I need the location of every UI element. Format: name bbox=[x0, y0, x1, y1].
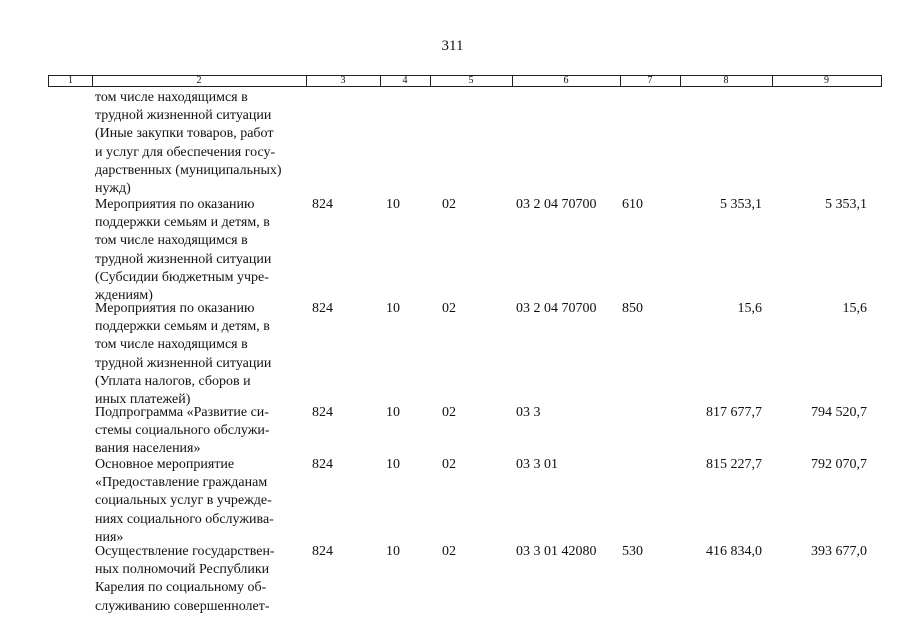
cell-amount-1: 416 834,0 bbox=[706, 544, 762, 559]
cell-expense-type: 850 bbox=[622, 301, 643, 316]
cell-section: 10 bbox=[386, 197, 400, 212]
row-name: Мероприятия по оказанию поддержки семьям и детям, в том числе находящимся в трудной жизненной ситуации (Субсидии бюджетным учре- ждениям) bbox=[95, 197, 272, 303]
cell-subsection: 02 bbox=[442, 197, 456, 212]
page-number: 311 bbox=[441, 38, 464, 54]
header-col-1: 1 bbox=[49, 76, 93, 86]
row-name: Мероприятия по оказанию поддержки семьям и детям, в том числе находящимся в трудной жизненной ситуации (Уплата налогов, сборов и иных платежей) bbox=[95, 301, 272, 407]
row-name: том числе находящимся в трудной жизненной ситуации (Иные закупки товаров, работ и услуг для обеспечения госу- дарственных (муниципальных) нужд) bbox=[95, 90, 282, 196]
header-col-8: 8 bbox=[680, 76, 773, 86]
cell-subsection: 02 bbox=[442, 544, 456, 559]
header-col-7: 7 bbox=[620, 76, 681, 86]
cell-amount-2: 393 677,0 bbox=[811, 544, 867, 559]
cell-amount-2: 15,6 bbox=[842, 301, 867, 316]
cell-target-article: 03 2 04 70700 bbox=[516, 197, 597, 212]
cell-target-article: 03 3 01 bbox=[516, 457, 558, 472]
cell-target-article: 03 3 01 42080 bbox=[516, 544, 597, 559]
cell-section: 10 bbox=[386, 301, 400, 316]
cell-amount-1: 815 227,7 bbox=[706, 457, 762, 472]
cell-amount-2: 5 353,1 bbox=[825, 197, 867, 212]
row-name: Подпрограмма «Развитие си- стемы социального обслужи- вания населения» bbox=[95, 405, 270, 457]
cell-ministry-code: 824 bbox=[312, 197, 333, 212]
header-col-3: 3 bbox=[306, 76, 381, 86]
cell-subsection: 02 bbox=[442, 457, 456, 472]
cell-section: 10 bbox=[386, 457, 400, 472]
row-name: Осуществление государствен- ных полномочий Республики Карелия по социальному об- служиванию совершеннолет- bbox=[95, 544, 275, 614]
cell-expense-type: 530 bbox=[622, 544, 643, 559]
header-col-4: 4 bbox=[380, 76, 431, 86]
cell-ministry-code: 824 bbox=[312, 457, 333, 472]
cell-amount-1: 15,6 bbox=[737, 301, 762, 316]
cell-ministry-code: 824 bbox=[312, 405, 333, 420]
cell-ministry-code: 824 bbox=[312, 301, 333, 316]
cell-section: 10 bbox=[386, 544, 400, 559]
header-col-5: 5 bbox=[430, 76, 513, 86]
header-col-6: 6 bbox=[512, 76, 621, 86]
cell-amount-2: 794 520,7 bbox=[811, 405, 867, 420]
cell-target-article: 03 3 bbox=[516, 405, 541, 420]
cell-amount-1: 5 353,1 bbox=[720, 197, 762, 212]
cell-subsection: 02 bbox=[442, 301, 456, 316]
cell-amount-2: 792 070,7 bbox=[811, 457, 867, 472]
row-name: Основное мероприятие «Предоставление гражданам социальных услуг в учрежде- ниях социального обслужива- ния» bbox=[95, 457, 274, 545]
header-col-9: 9 bbox=[824, 75, 829, 86]
cell-section: 10 bbox=[386, 405, 400, 420]
cell-ministry-code: 824 bbox=[312, 544, 333, 559]
cell-target-article: 03 2 04 70700 bbox=[516, 301, 597, 316]
cell-expense-type: 610 bbox=[622, 197, 643, 212]
cell-subsection: 02 bbox=[442, 405, 456, 420]
header-col-2: 2 bbox=[92, 76, 307, 86]
column-number-header bbox=[48, 75, 882, 87]
cell-amount-1: 817 677,7 bbox=[706, 405, 762, 420]
